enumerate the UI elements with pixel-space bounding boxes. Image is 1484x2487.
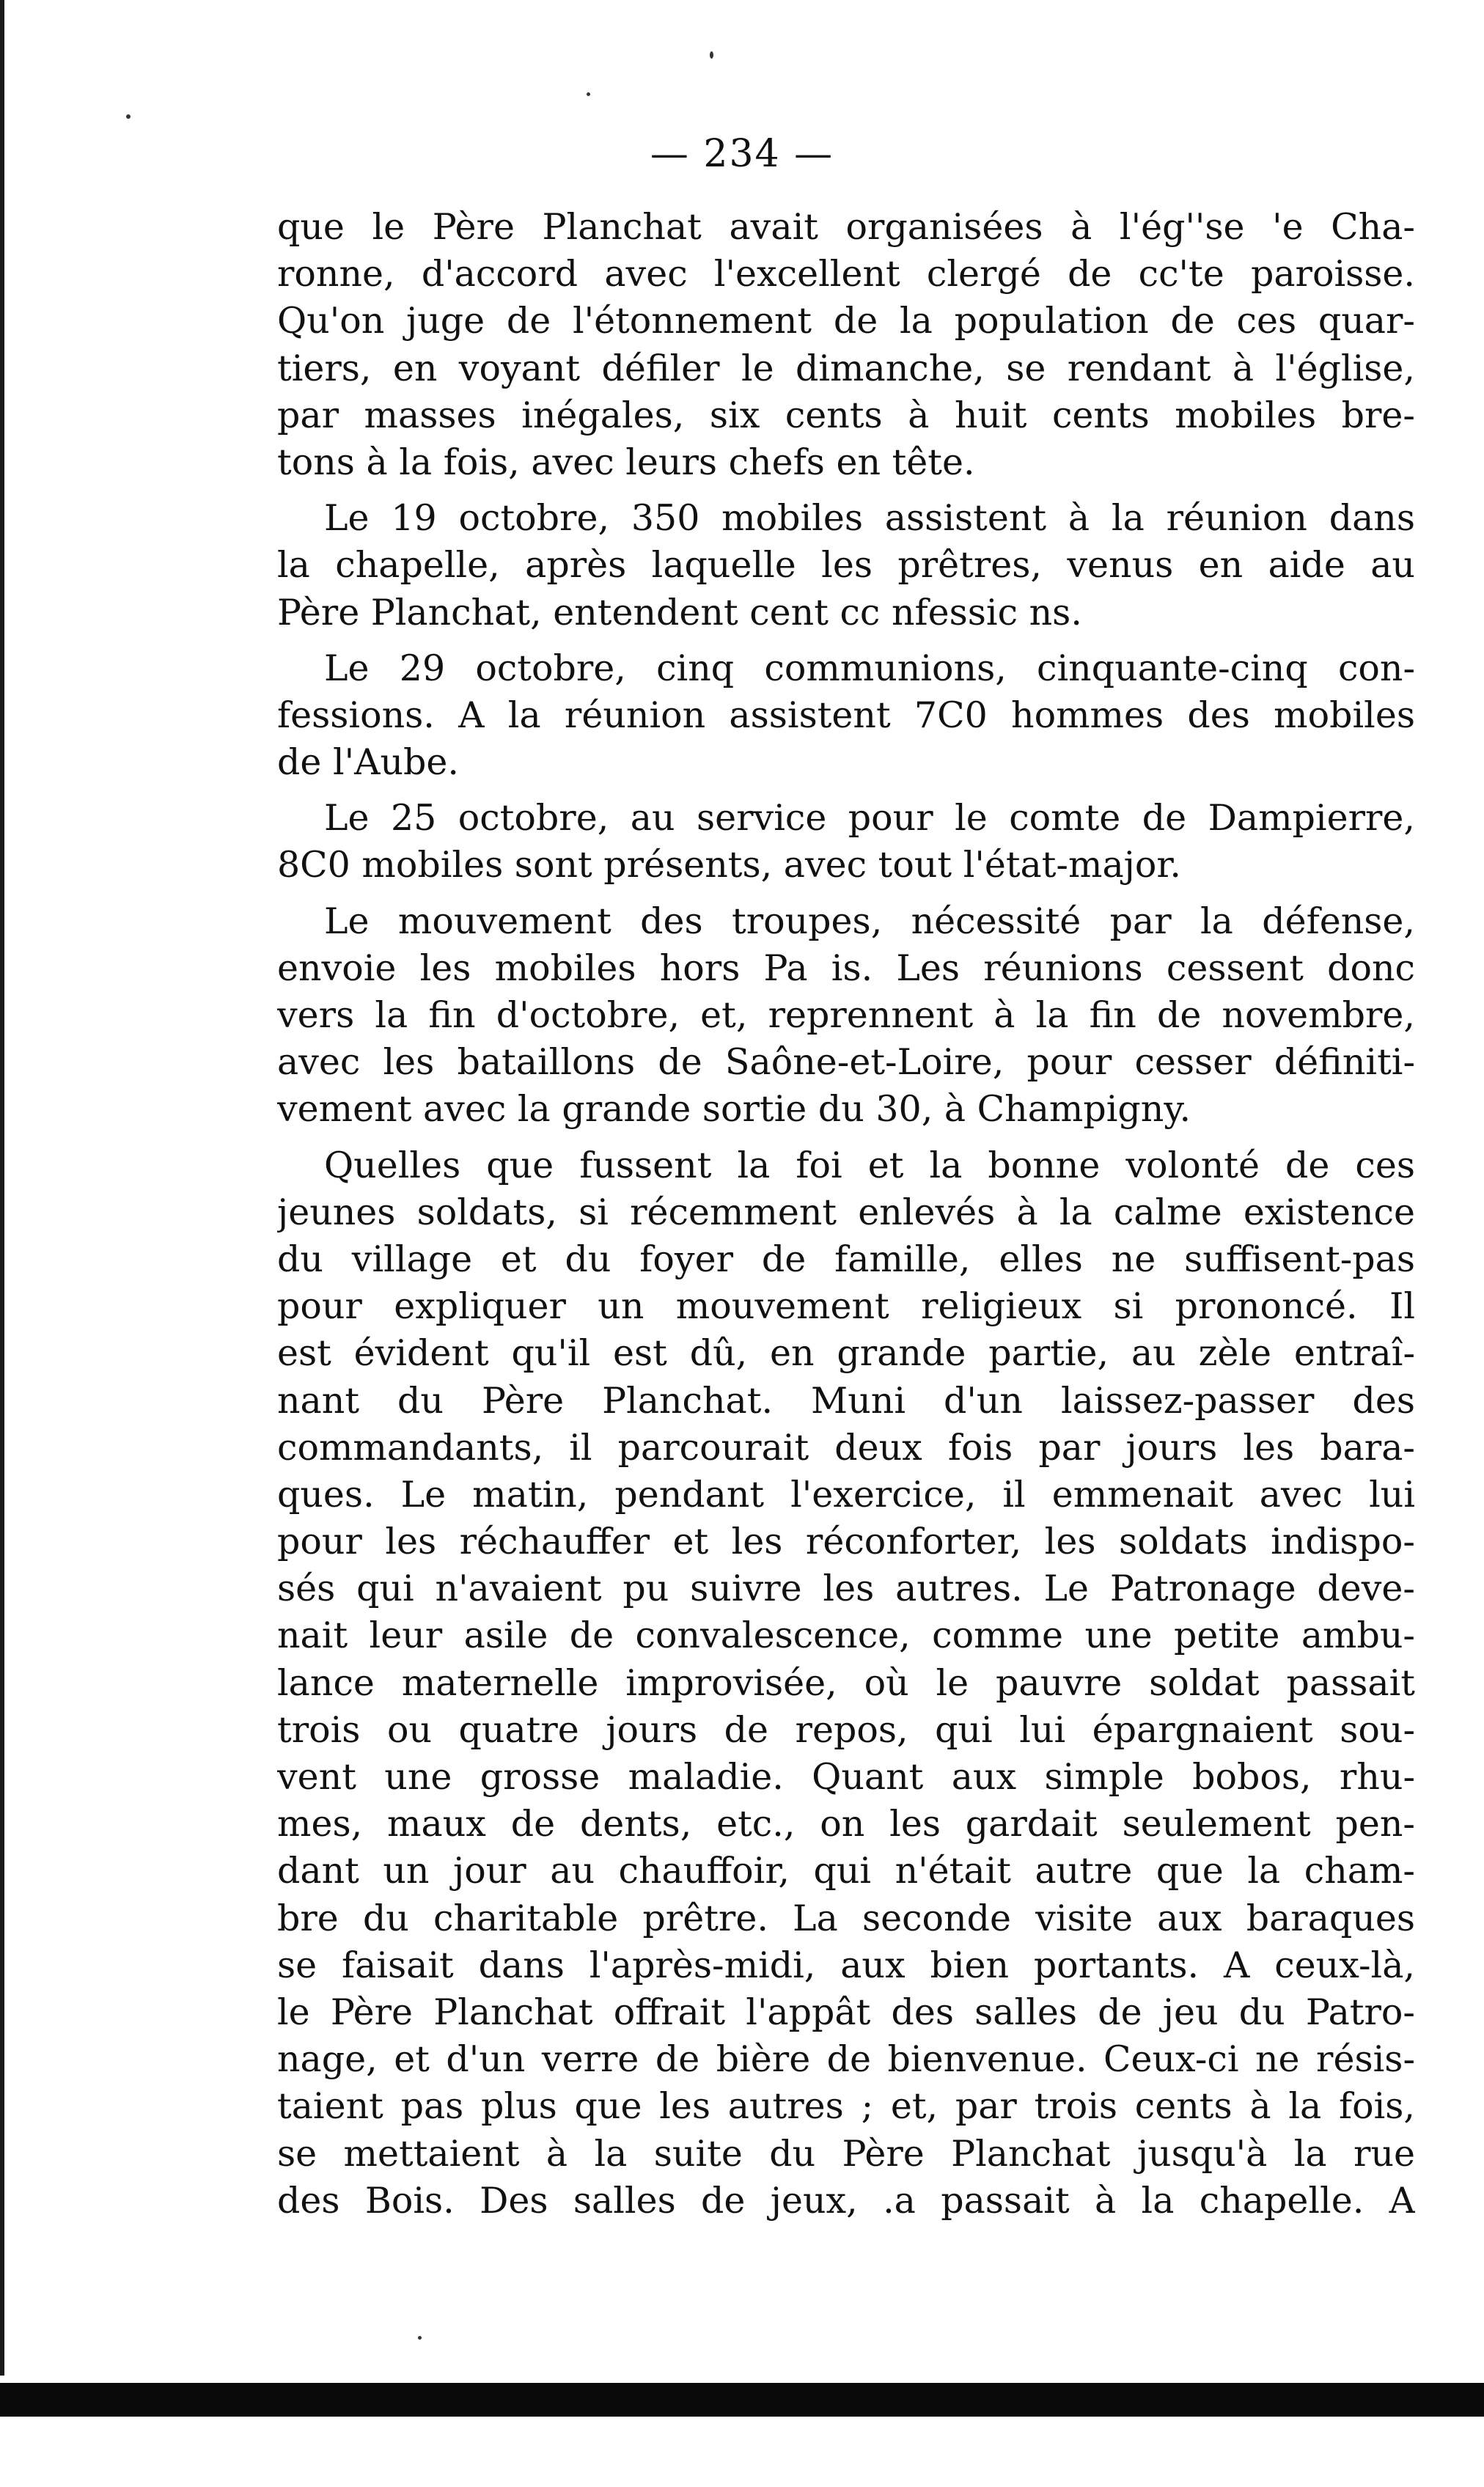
text-line: ques. Le matin, pendant l'exercice, il emmenait avec lui xyxy=(277,1473,1415,1516)
text-line: se faisait dans l'après-midi, aux bien portants. A ceux-là, xyxy=(277,1944,1415,1986)
text-line: Père Planchat, entendent cent cc nfessic ns. xyxy=(277,591,1082,633)
paragraph-gap xyxy=(277,889,1415,898)
paragraph xyxy=(277,645,1415,787)
text-line: vement avec la grande sortie du 30, à Champigny. xyxy=(277,1088,1191,1131)
paragraph-gap xyxy=(277,486,1415,495)
text-line: dant un jour au chauffoir, qui n'était autre que la cham- xyxy=(277,1850,1415,1892)
text-line: nage, et d'un verre de bière de bienvenue. Ceux-ci ne résis- xyxy=(277,2038,1415,2081)
text-line: vent une grosse maladie. Quant aux simple bobos, rhu- xyxy=(277,1756,1415,1798)
text-line: tiers, en voyant défiler le dimanche, se rendant à l'église, xyxy=(277,347,1415,389)
text-line: Le 19 octobre, 350 mobiles assistent à la réunion dans xyxy=(324,497,1415,540)
text-line: taient pas plus que les autres ; et, par trois cents à la fois, xyxy=(277,2085,1415,2128)
text-line: que le Père Planchat avait organisées à l'ég''se 'e Cha- xyxy=(277,206,1415,248)
text-line: envoie les mobiles hors Pa is. Les réunions cessent donc xyxy=(277,947,1415,989)
text-line: fessions. A la réunion assistent 7C0 hommes des mobiles xyxy=(277,694,1415,736)
text-line: vers la fin d'octobre, et, reprennent à la fin de novembre, xyxy=(277,994,1415,1036)
body-text xyxy=(277,204,1415,2225)
paragraph xyxy=(277,898,1415,1134)
text-line: commandants, il parcourait deux fois par jours les bara- xyxy=(277,1426,1415,1469)
text-line: de l'Aube. xyxy=(277,741,459,784)
text-line: Le 29 octobre, cinq communions, cinquante-cinq con- xyxy=(324,647,1415,689)
text-line: du village et du foyer de famille, elles ne suffisent-pas xyxy=(277,1238,1415,1280)
text-line: bre du charitable prêtre. La seconde visite aux baraques xyxy=(277,1897,1415,1939)
text-line: Qu'on juge de l'étonnement de la population de ces quar- xyxy=(277,300,1415,342)
text-line: avec les bataillons de Saône-et-Loire, pour cesser définiti- xyxy=(277,1041,1415,1084)
paragraph xyxy=(277,495,1415,636)
text-line: sés qui n'avaient pu suivre les autres. Le Patronage deve- xyxy=(277,1568,1415,1610)
text-line: des Bois. Des salles de jeux, .a passait à la chapelle. A xyxy=(277,2179,1415,2222)
text-line: 8C0 mobiles sont présents, avec tout l'état-major. xyxy=(277,844,1181,886)
scan-speck xyxy=(418,2336,422,2340)
page-edge-rule xyxy=(0,0,4,2376)
paragraph xyxy=(277,795,1415,889)
scan-bottom-border xyxy=(0,2383,1484,2417)
text-line: trois ou quatre jours de repos, qui lui épargnaient sou- xyxy=(277,1708,1415,1751)
text-line: est évident qu'il est dû, en grande partie, au zèle entraî- xyxy=(277,1332,1415,1375)
text-line: lance maternelle improvisée, où le pauvre soldat passait xyxy=(277,1661,1415,1704)
scan-speck xyxy=(587,92,590,96)
text-line: ronne, d'accord avec l'excellent clergé de cc'te paroisse. xyxy=(277,253,1415,295)
text-line: la chapelle, après laquelle les prêtres, venus en aide au xyxy=(277,544,1415,587)
paragraph-gap xyxy=(277,786,1415,795)
text-line: Le 25 octobre, au service pour le comte de Dampierre, xyxy=(324,797,1415,840)
text-line: jeunes soldats, si récemment enlevés à la calme existence xyxy=(277,1191,1415,1233)
paragraph-gap xyxy=(277,1134,1415,1142)
page-number: — 234 — xyxy=(650,132,834,176)
text-line: Le mouvement des troupes, nécessité par la défense, xyxy=(324,900,1415,942)
text-line: tons à la fois, avec leurs chefs en tête. xyxy=(277,441,975,483)
paragraph xyxy=(277,204,1415,486)
text-line: se mettaient à la suite du Père Planchat jusqu'à la rue xyxy=(277,2132,1415,2175)
text-line: pour expliquer un mouvement religieux si prononcé. Il xyxy=(277,1285,1415,1328)
text-line: par masses inégales, six cents à huit cents mobiles bre- xyxy=(277,394,1415,436)
text-line: nait leur asile de convalescence, comme une petite ambu- xyxy=(277,1614,1415,1657)
paragraph-gap xyxy=(277,636,1415,645)
text-line: mes, maux de dents, etc., on les gardait seulement pen- xyxy=(277,1803,1415,1845)
text-line: le Père Planchat offrait l'appât des salles de jeu du Patro- xyxy=(277,1991,1415,2033)
scan-speck xyxy=(126,114,131,119)
text-line: nant du Père Planchat. Muni d'un laissez-passer des xyxy=(277,1379,1415,1422)
paragraph xyxy=(277,1142,1415,2225)
text-line: pour les réchauffer et les réconforter, les soldats indispo- xyxy=(277,1521,1415,1563)
text-line: Quelles que fussent la foi et la bonne volonté de ces xyxy=(324,1144,1415,1186)
scan-speck xyxy=(710,51,713,59)
